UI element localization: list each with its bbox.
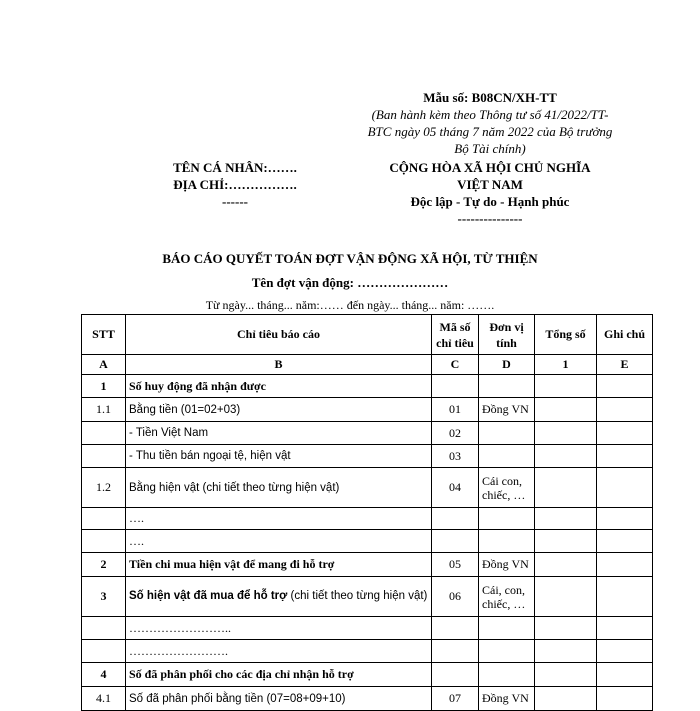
row-stt	[82, 422, 126, 445]
national-header-block	[360, 159, 620, 227]
row-stt: 1.1	[82, 398, 126, 422]
campaign-name: Tên đợt vận động: …………………	[251, 275, 449, 290]
row-note	[597, 398, 653, 422]
table-row	[82, 687, 653, 711]
row-unit: Đồng VN	[479, 687, 535, 711]
table-row	[82, 577, 653, 617]
row-unit	[479, 445, 535, 468]
row-unit: Đồng VN	[479, 553, 535, 577]
table-row	[82, 640, 653, 663]
table-header-row	[82, 315, 653, 355]
row-indicator: Số đã phân phối cho các địa chỉ nhận hỗ trợ	[126, 663, 432, 687]
row-note	[597, 577, 653, 617]
table-letter-row	[82, 355, 653, 375]
national-motto: Độc lập - Tự do - Hạnh phúc	[410, 194, 570, 209]
row-total	[535, 445, 597, 468]
row-unit	[479, 577, 535, 617]
row-code: 02	[432, 422, 479, 445]
row-stt: 1.2	[82, 468, 126, 508]
header-stt: STT	[82, 315, 126, 355]
row-unit	[479, 617, 535, 640]
row-note	[597, 687, 653, 711]
row-unit-line-1: Cái con,	[482, 473, 522, 488]
table-row	[82, 422, 653, 445]
row-indicator	[126, 577, 432, 617]
row-note	[597, 640, 653, 663]
row-total	[535, 530, 597, 553]
row-unit: Đồng VN	[479, 398, 535, 422]
row-total	[535, 375, 597, 398]
row-total	[535, 687, 597, 711]
report-table	[81, 314, 653, 711]
table-row	[82, 530, 653, 553]
row-code: 06	[432, 577, 479, 617]
header-unit	[479, 315, 535, 355]
row-total	[535, 617, 597, 640]
row-unit	[479, 508, 535, 530]
form-code: Mẫu số: B08CN/XH-TT	[423, 90, 557, 105]
header-unit-line-2: tính	[496, 335, 517, 350]
issued-line-3: Bộ Tài chính)	[454, 141, 526, 156]
row-total	[535, 508, 597, 530]
form-code-block	[360, 89, 620, 157]
row-note	[597, 663, 653, 687]
row-stt	[82, 530, 126, 553]
header-total: Tổng số	[535, 315, 597, 355]
row-indicator: Số đã phân phối bằng tiền (07=08+09+10)	[126, 687, 432, 711]
header-unit-line-1: Đơn vị	[489, 319, 524, 334]
row-stt	[82, 445, 126, 468]
row-note	[597, 445, 653, 468]
row-note	[597, 375, 653, 398]
nation-divider: ---------------	[457, 211, 523, 226]
row-stt: 4	[82, 663, 126, 687]
row-code	[432, 617, 479, 640]
row-unit-line-2: chiếc, …	[482, 487, 526, 502]
header-code-line-2: chỉ tiêu	[436, 335, 474, 350]
row-indicator: ….	[126, 508, 432, 530]
personal-divider: ------	[222, 194, 248, 209]
row-stt: 4.1	[82, 687, 126, 711]
row-code	[432, 530, 479, 553]
row-stt: 2	[82, 553, 126, 577]
row-indicator: ……………………..	[126, 617, 432, 640]
row-total	[535, 398, 597, 422]
letter-code: C	[432, 355, 479, 375]
row-code	[432, 640, 479, 663]
row-unit	[479, 640, 535, 663]
row-code: 03	[432, 445, 479, 468]
row-unit	[479, 663, 535, 687]
row-note	[597, 530, 653, 553]
header-note: Ghi chú	[597, 315, 653, 355]
header-code-line-1: Mã số	[439, 319, 471, 334]
row-stt: 1	[82, 375, 126, 398]
row-unit	[479, 375, 535, 398]
letter-stt: A	[82, 355, 126, 375]
table-row	[82, 617, 653, 640]
table-row	[82, 508, 653, 530]
row-unit	[479, 530, 535, 553]
table-row	[82, 398, 653, 422]
row-total	[535, 577, 597, 617]
row-indicator-bold: Số hiện vật đã mua để hỗ trợ	[129, 590, 288, 602]
row-note	[597, 617, 653, 640]
row-stt	[82, 640, 126, 663]
row-note	[597, 468, 653, 508]
row-total	[535, 422, 597, 445]
row-code: 05	[432, 553, 479, 577]
row-unit-line-1: Cái, con,	[482, 582, 525, 597]
header-code	[432, 315, 479, 355]
row-unit	[479, 468, 535, 508]
table-row	[82, 553, 653, 577]
row-code: 07	[432, 687, 479, 711]
row-stt	[82, 617, 126, 640]
letter-note: E	[597, 355, 653, 375]
row-indicator: …………………….	[126, 640, 432, 663]
row-total	[535, 468, 597, 508]
letter-total: 1	[535, 355, 597, 375]
row-code	[432, 508, 479, 530]
row-code: 01	[432, 398, 479, 422]
row-unit	[479, 422, 535, 445]
row-indicator: Tiền chi mua hiện vật để mang đi hỗ trợ	[126, 553, 432, 577]
row-indicator: - Tiền Việt Nam	[126, 422, 432, 445]
row-indicator: Bằng tiền (01=02+03)	[126, 398, 432, 422]
issued-line-1: (Ban hành kèm theo Thông tư số 41/2022/TT-	[371, 107, 609, 122]
report-period: Từ ngày... tháng... năm:…… đến ngày... tháng... năm: …….	[205, 298, 495, 312]
row-unit-line-2: chiếc, …	[482, 596, 526, 611]
row-total	[535, 553, 597, 577]
letter-unit: D	[479, 355, 535, 375]
row-note	[597, 553, 653, 577]
row-code	[432, 663, 479, 687]
table-row	[82, 663, 653, 687]
row-indicator: - Thu tiền bán ngoại tệ, hiện vật	[126, 445, 432, 468]
row-indicator: ….	[126, 530, 432, 553]
row-stt	[82, 508, 126, 530]
row-code	[432, 375, 479, 398]
row-indicator-detail: (chi tiết theo từng hiện vật)	[287, 590, 428, 602]
row-indicator: Số huy động đã nhận được	[126, 375, 432, 398]
table-row	[82, 445, 653, 468]
row-stt: 3	[82, 577, 126, 617]
row-total	[535, 663, 597, 687]
name-label: TÊN CÁ NHÂN:…….	[173, 160, 297, 175]
letter-indicator: B	[126, 355, 432, 375]
address-label: ĐỊA CHỈ:…………….	[173, 177, 297, 192]
report-title: BÁO CÁO QUYẾT TOÁN ĐỢT VẬN ĐỘNG XÃ HỘI, TỪ THIỆN	[162, 251, 538, 266]
row-code: 04	[432, 468, 479, 508]
row-note	[597, 508, 653, 530]
issued-line-2: BTC ngày 05 tháng 7 năm 2022 của Bộ trưởng	[367, 124, 613, 139]
personal-info-block	[110, 159, 360, 210]
row-total	[535, 640, 597, 663]
row-indicator: Bằng hiện vật (chi tiết theo từng hiện vật)	[126, 468, 432, 508]
nation-line-2: VIỆT NAM	[457, 177, 523, 192]
table-row	[82, 375, 653, 398]
row-note	[597, 422, 653, 445]
nation-line-1: CỘNG HÒA XÃ HỘI CHỦ NGHĨA	[389, 160, 591, 175]
table-row	[82, 468, 653, 508]
header-indicator: Chỉ tiêu báo cáo	[126, 315, 432, 355]
